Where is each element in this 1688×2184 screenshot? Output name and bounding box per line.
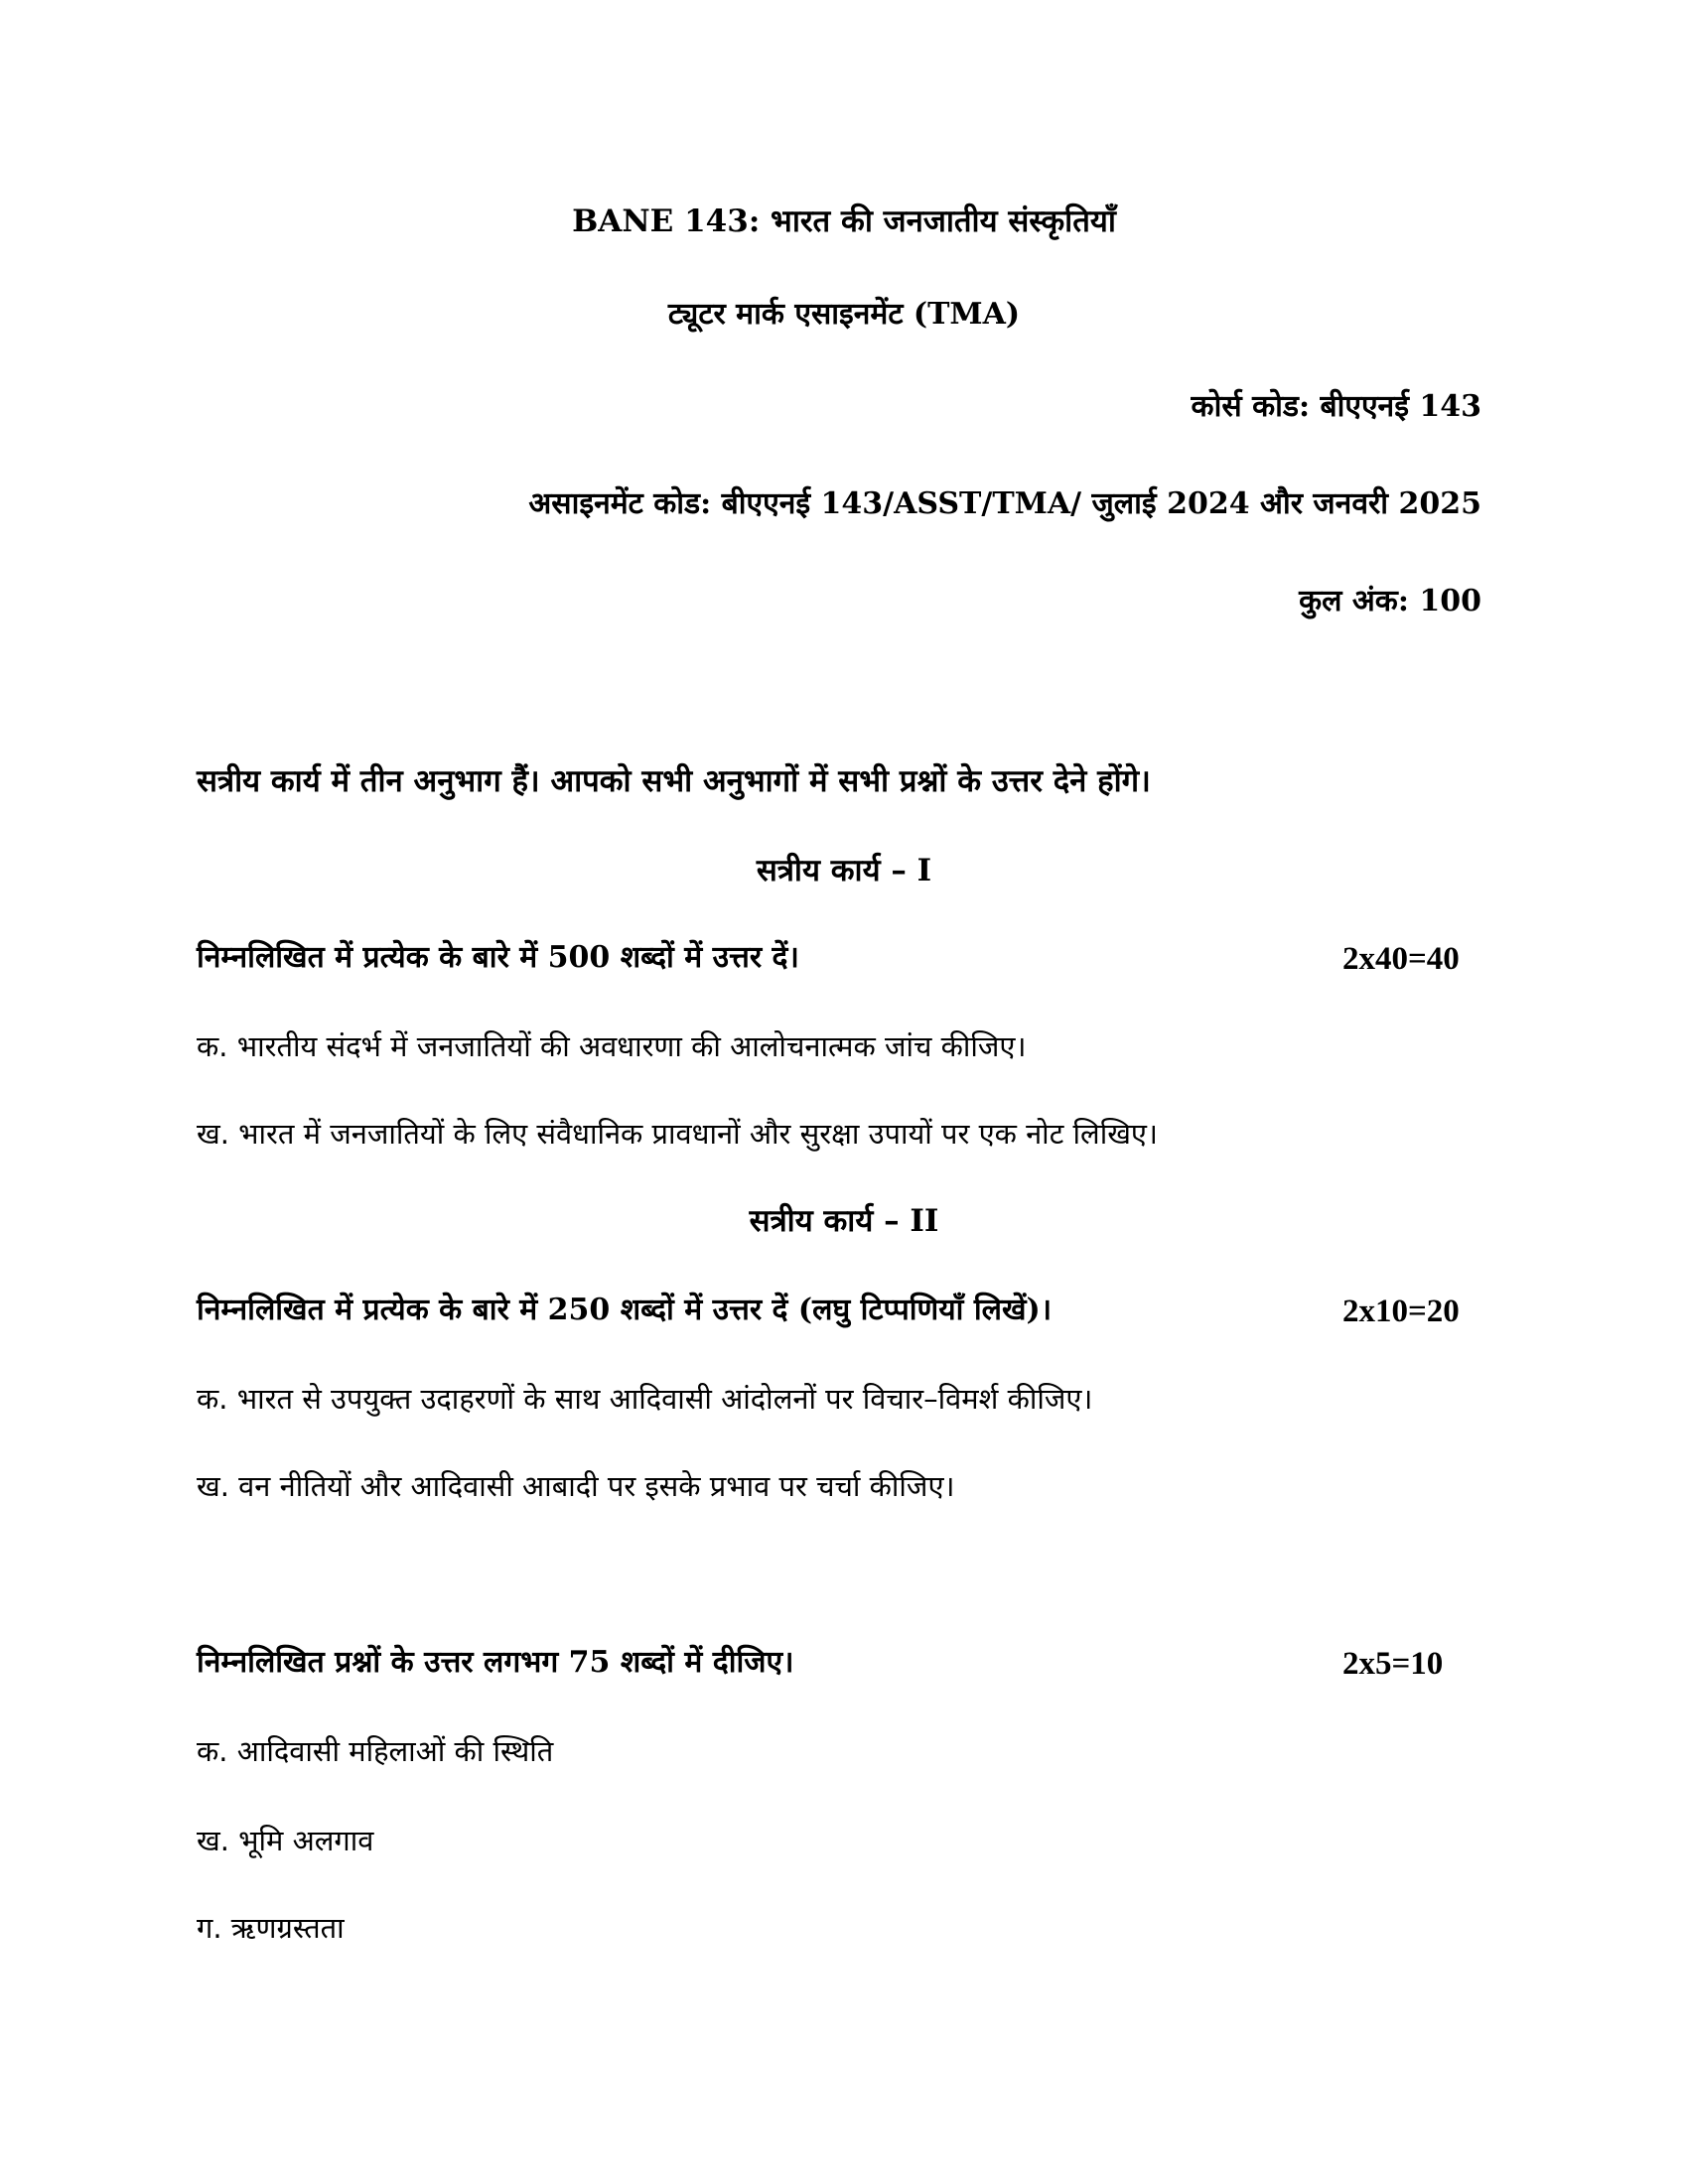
section-3-item-a: क. आदिवासी महिलाओं की स्थिति: [197, 1734, 554, 1768]
total-marks: कुल अंक: 100: [1299, 584, 1481, 618]
instructions: सत्रीय कार्य में तीन अनुभाग हैं। आपको सभी अनुभागों में सभी प्रश्नों के उत्तर देने होंगे।: [197, 763, 1151, 799]
section-3-question: निम्नलिखित प्रश्नों के उत्तर लगभग 75 शब्दों में दीजिए।: [197, 1645, 794, 1680]
document-subtitle: ट्यूटर मार्क एसाइनमेंट (TMA): [667, 297, 1021, 332]
section-2-item-a: क. भारत से उपयुक्त उदाहरणों के साथ आदिवासी आंदोलनों पर विचार–विमर्श कीजिए।: [197, 1382, 1093, 1416]
section-1-marks: 2x40=40: [1342, 941, 1460, 977]
section-1-item-a: क. भारतीय संदर्भ में जनजातियों की अवधारणा की आलोचनात्मक जांच कीजिए।: [197, 1029, 1027, 1063]
section-1-title: सत्रीय कार्य – I: [756, 853, 932, 888]
section-3-item-c: ग. ऋणग्रस्तता: [197, 1911, 345, 1945]
course-code: कोर्स कोड: बीएएनई 143: [1191, 389, 1481, 424]
section-2-marks: 2x10=20: [1342, 1294, 1460, 1329]
section-2-title: सत्रीय कार्य – II: [749, 1203, 939, 1239]
section-1-question: निम्नलिखित में प्रत्येक के बारे में 500 शब्दों में उत्तर दें।: [197, 940, 799, 975]
section-3-marks: 2x5=10: [1342, 1646, 1444, 1682]
assignment-code: असाइनमेंट कोड: बीएएनई 143/ASST/TMA/ जुलाई 2024 और जनवरी 2025: [528, 486, 1481, 521]
document-title: BANE 143: भारत की जनजातीय संस्कृतियाँ: [572, 204, 1116, 239]
section-1-item-b: ख. भारत में जनजातियों के लिए संवैधानिक प्रावधानों और सुरक्षा उपायों पर एक नोट लिखिए।: [197, 1117, 1158, 1151]
section-2-item-b: ख. वन नीतियों और आदिवासी आबादी पर इसके प्रभाव पर चर्चा कीजिए।: [197, 1469, 955, 1503]
section-3-item-b: ख. भूमि अलगाव: [197, 1824, 374, 1857]
section-2-question: निम्नलिखित में प्रत्येक के बारे में 250 शब्दों में उत्तर दें (लघु टिप्पणियाँ लिखें)।: [197, 1293, 1053, 1327]
